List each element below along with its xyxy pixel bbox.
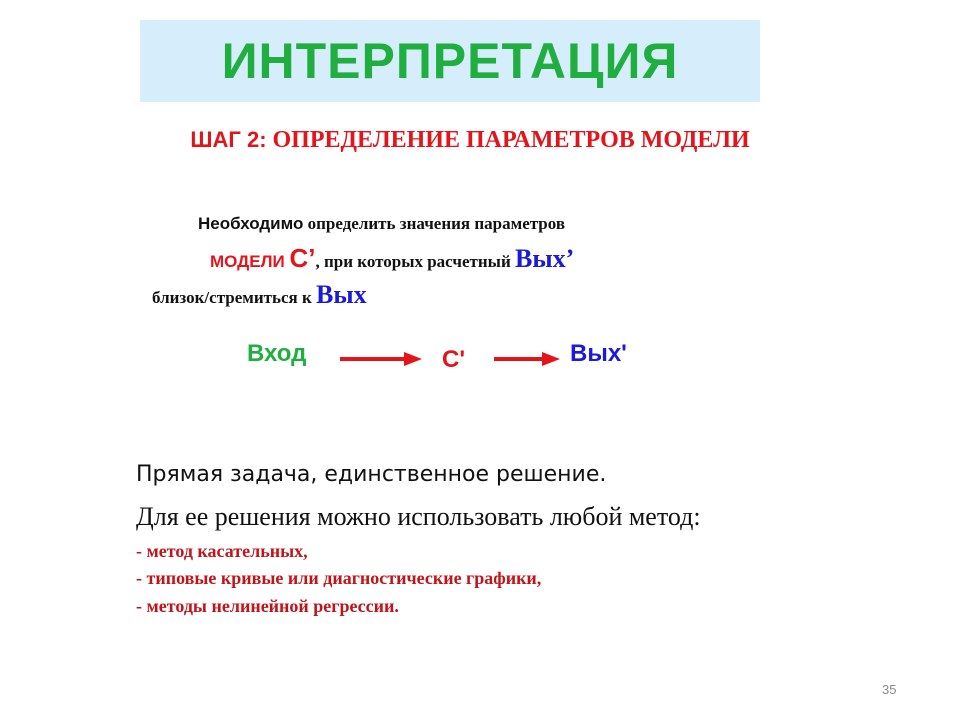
description-line3-text: близок/стремиться к xyxy=(152,288,317,307)
step-heading xyxy=(0,127,940,154)
step-text: ОПРЕДЕЛЕНИЕ ПАРАМЕТРОВ МОДЕЛИ xyxy=(266,127,750,153)
right-arrow-icon xyxy=(494,350,560,368)
list-item: - методы нелинейной регрессии. xyxy=(136,596,399,616)
right-arrow-icon xyxy=(340,350,422,368)
description-line2-text: , при которых расчетный xyxy=(315,252,515,271)
description-output: Вых xyxy=(316,280,367,309)
body-paragraph-2: Для ее решения можно использовать любой метод: xyxy=(136,502,701,531)
step-label: ШАГ 2: xyxy=(190,127,267,152)
description-line-1 xyxy=(198,214,565,234)
flow-model-label: С' xyxy=(442,346,466,373)
description-word-necessary: Необходимо xyxy=(198,214,304,233)
body-paragraph-1: Прямая задача, единственное решение. xyxy=(136,462,607,487)
description-model-c: С’ xyxy=(289,243,316,273)
slide-title: ИНТЕРПРЕТАЦИЯ xyxy=(221,33,679,89)
flow-output-label: Вых' xyxy=(570,340,627,367)
description-line-2 xyxy=(210,243,574,274)
list-item: - типовые кривые или диагностические графики, xyxy=(136,568,542,588)
description-output-prime: Вых’ xyxy=(515,244,575,273)
description-line-3 xyxy=(152,280,367,310)
description-line1-rest: определить значения параметров xyxy=(303,214,566,233)
flow-input-label: Вход xyxy=(247,340,307,367)
list-item: - метод касательных, xyxy=(136,541,308,561)
title-banner xyxy=(140,20,760,102)
description-model-label: МОДЕЛИ xyxy=(210,252,290,271)
page-number: 35 xyxy=(882,682,897,697)
